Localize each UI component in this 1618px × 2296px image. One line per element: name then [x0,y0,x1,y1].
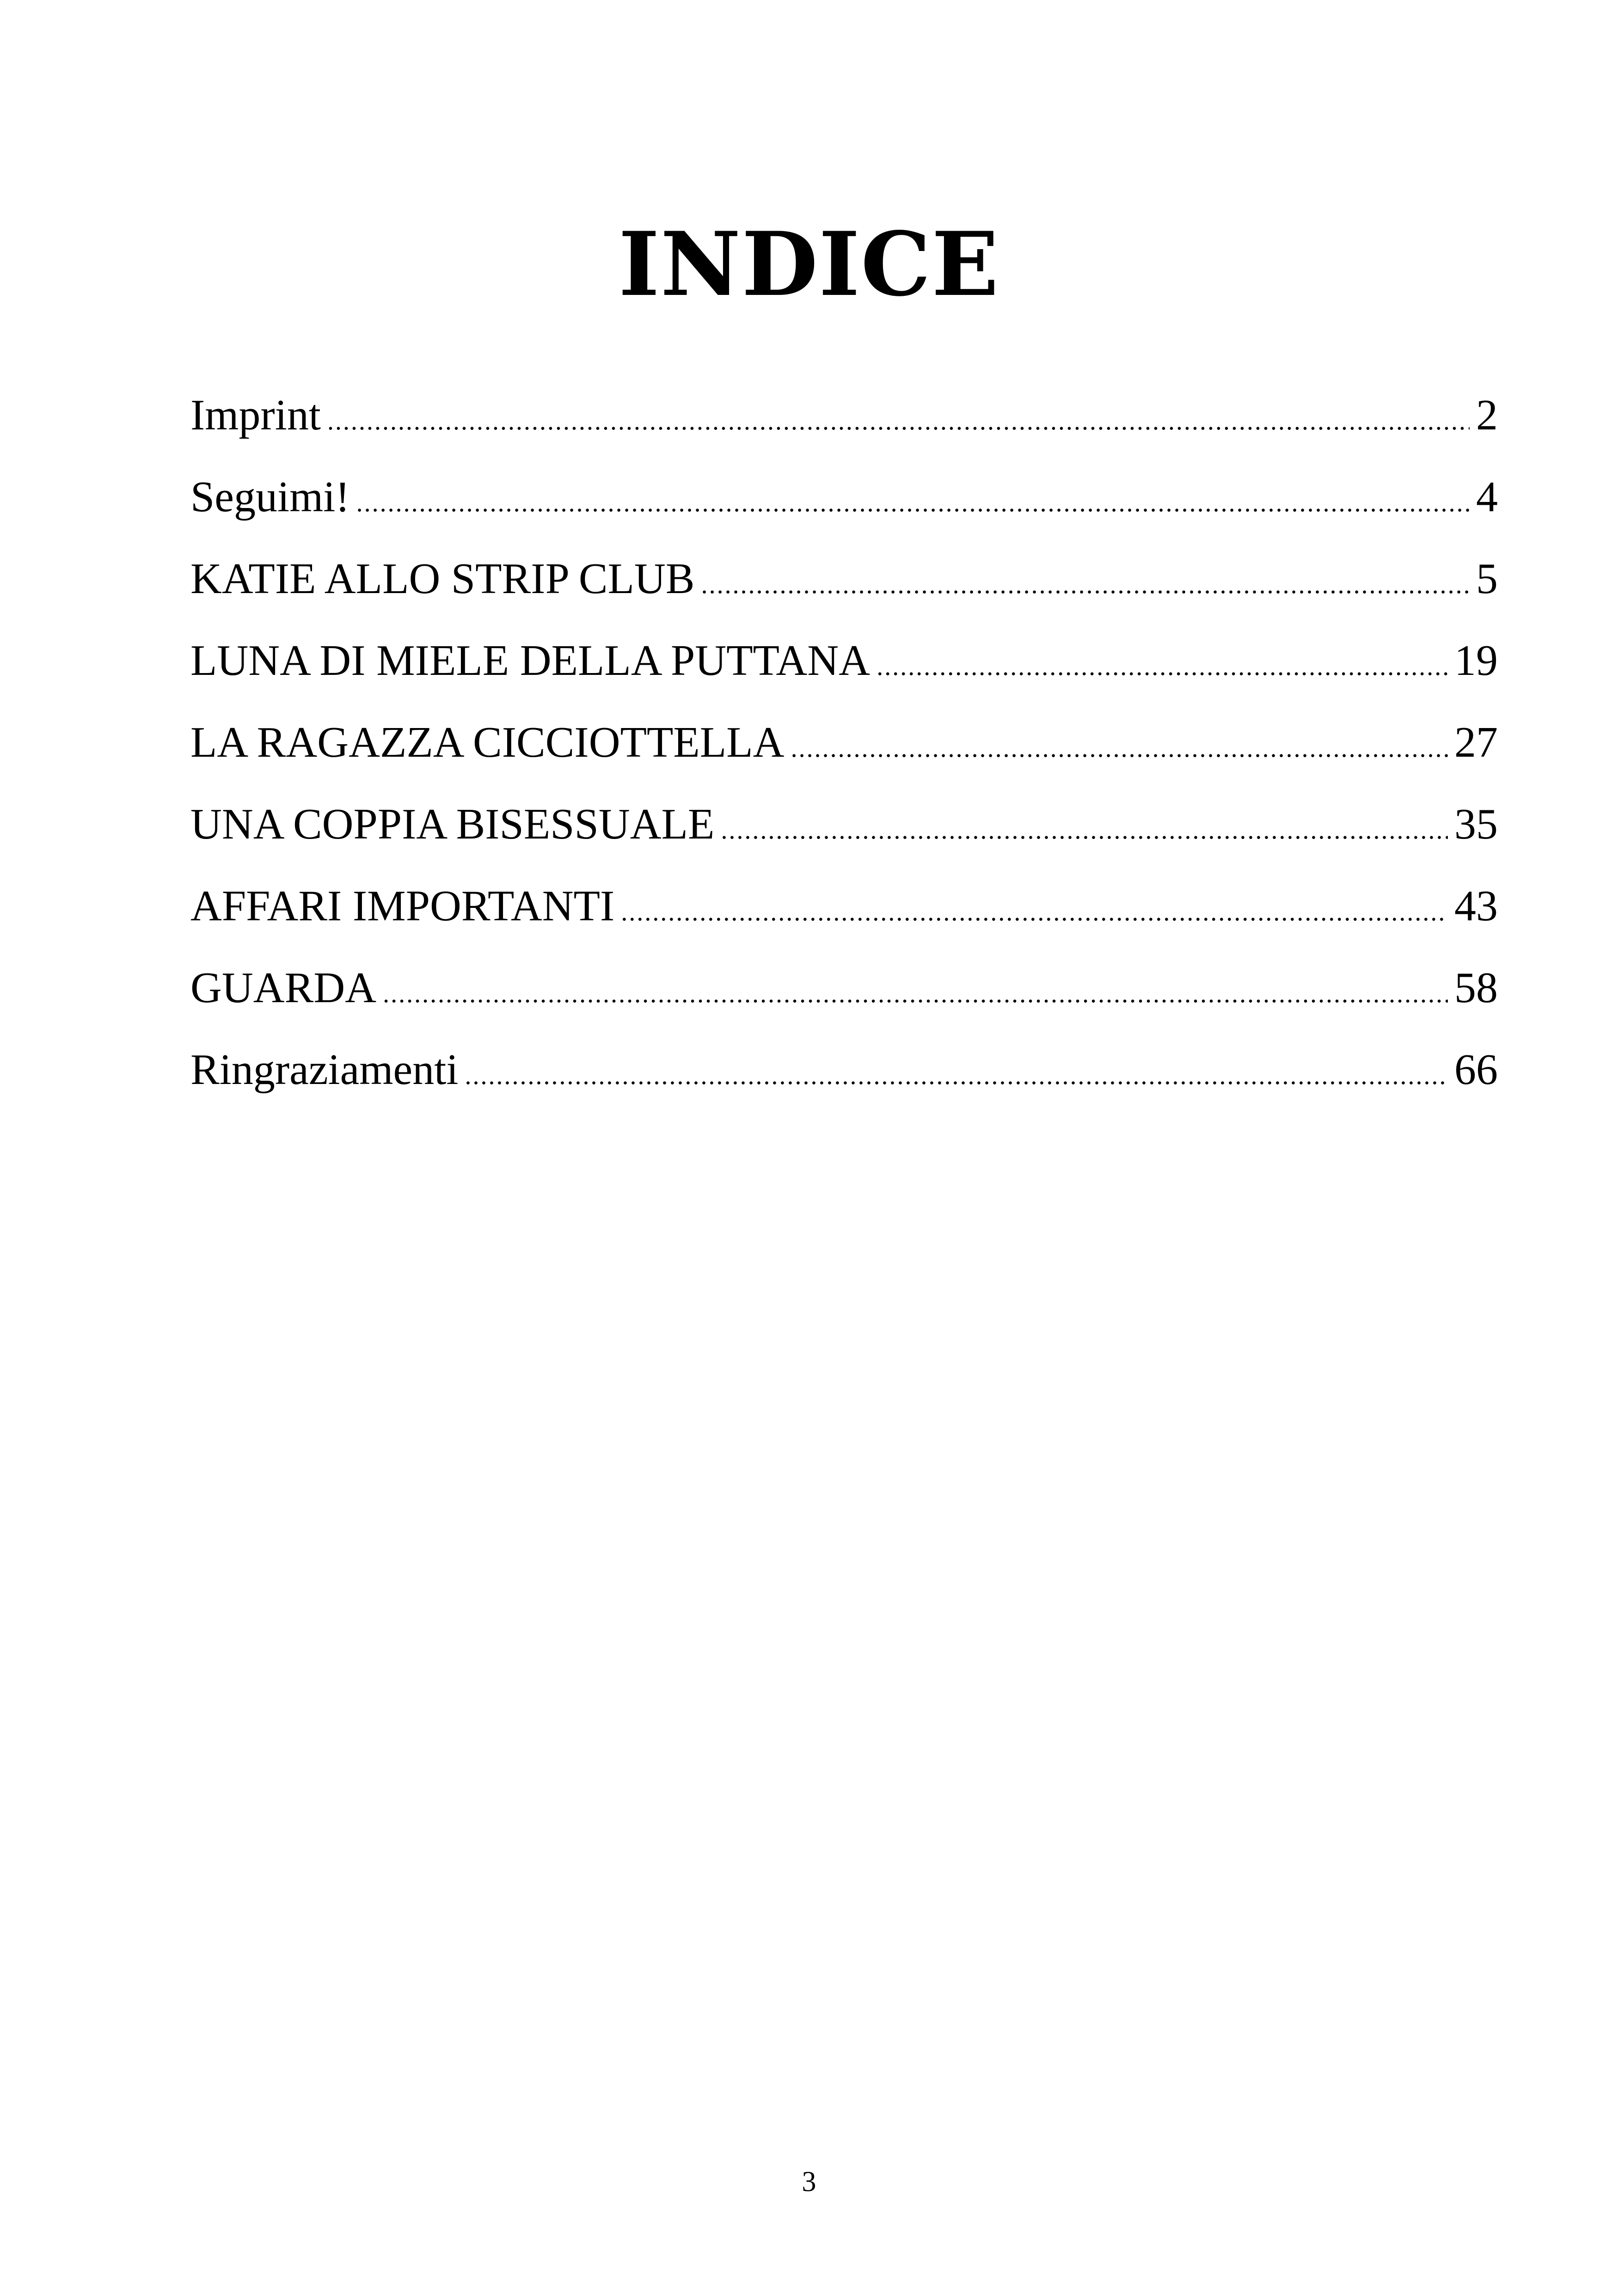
toc-entry-ringraziamenti[interactable] [190,1029,1498,1111]
toc-entry-page: 19 [1454,637,1498,685]
toc-entry-imprint[interactable] [190,374,1498,456]
toc-entry-title: Seguimi! [190,473,350,521]
toc-entry-page: 66 [1454,1046,1498,1094]
toc-entry-title: LUNA DI MIELE DELLA PUTTANA [190,637,870,685]
dot-leader [721,790,1448,871]
toc-entry-page: 4 [1476,473,1498,521]
toc-entry-title: Imprint [190,391,321,439]
dot-leader [876,626,1448,708]
dot-leader [327,380,1470,462]
dot-leader [356,462,1470,544]
toc-entry-luna-di-miele[interactable] [190,620,1498,702]
dot-leader [701,544,1470,626]
toc-entry-page: 58 [1454,964,1498,1012]
dot-leader [791,708,1448,790]
toc-entry-seguimi[interactable] [190,456,1498,538]
page-title: INDICE [618,213,1000,316]
toc-entry-page: 35 [1454,800,1498,848]
toc-entry-affari-importanti[interactable] [190,865,1498,947]
table-of-contents [190,374,1498,1111]
dot-leader [465,1035,1448,1117]
toc-entry-page: 27 [1454,718,1498,766]
toc-entry-guarda[interactable] [190,947,1498,1029]
dot-leader [383,953,1448,1035]
toc-entry-page: 43 [1454,882,1498,930]
toc-entry-title: Ringraziamenti [190,1046,459,1094]
page-number: 3 [802,2166,816,2198]
dot-leader [621,871,1448,953]
toc-entry-la-ragazza-cicciottella[interactable] [190,702,1498,784]
toc-entry-title: UNA COPPIA BISESSUALE [190,800,715,848]
toc-entry-title: LA RAGAZZA CICCIOTTELLA [190,718,784,766]
toc-entry-page: 5 [1476,555,1498,603]
toc-entry-una-coppia-bisessuale[interactable] [190,784,1498,865]
toc-entry-title: GUARDA [190,964,377,1012]
toc-entry-katie-allo-strip-club[interactable] [190,538,1498,620]
toc-entry-title: KATIE ALLO STRIP CLUB [190,555,695,603]
toc-entry-title: AFFARI IMPORTANTI [190,882,615,930]
toc-entry-page: 2 [1476,391,1498,439]
